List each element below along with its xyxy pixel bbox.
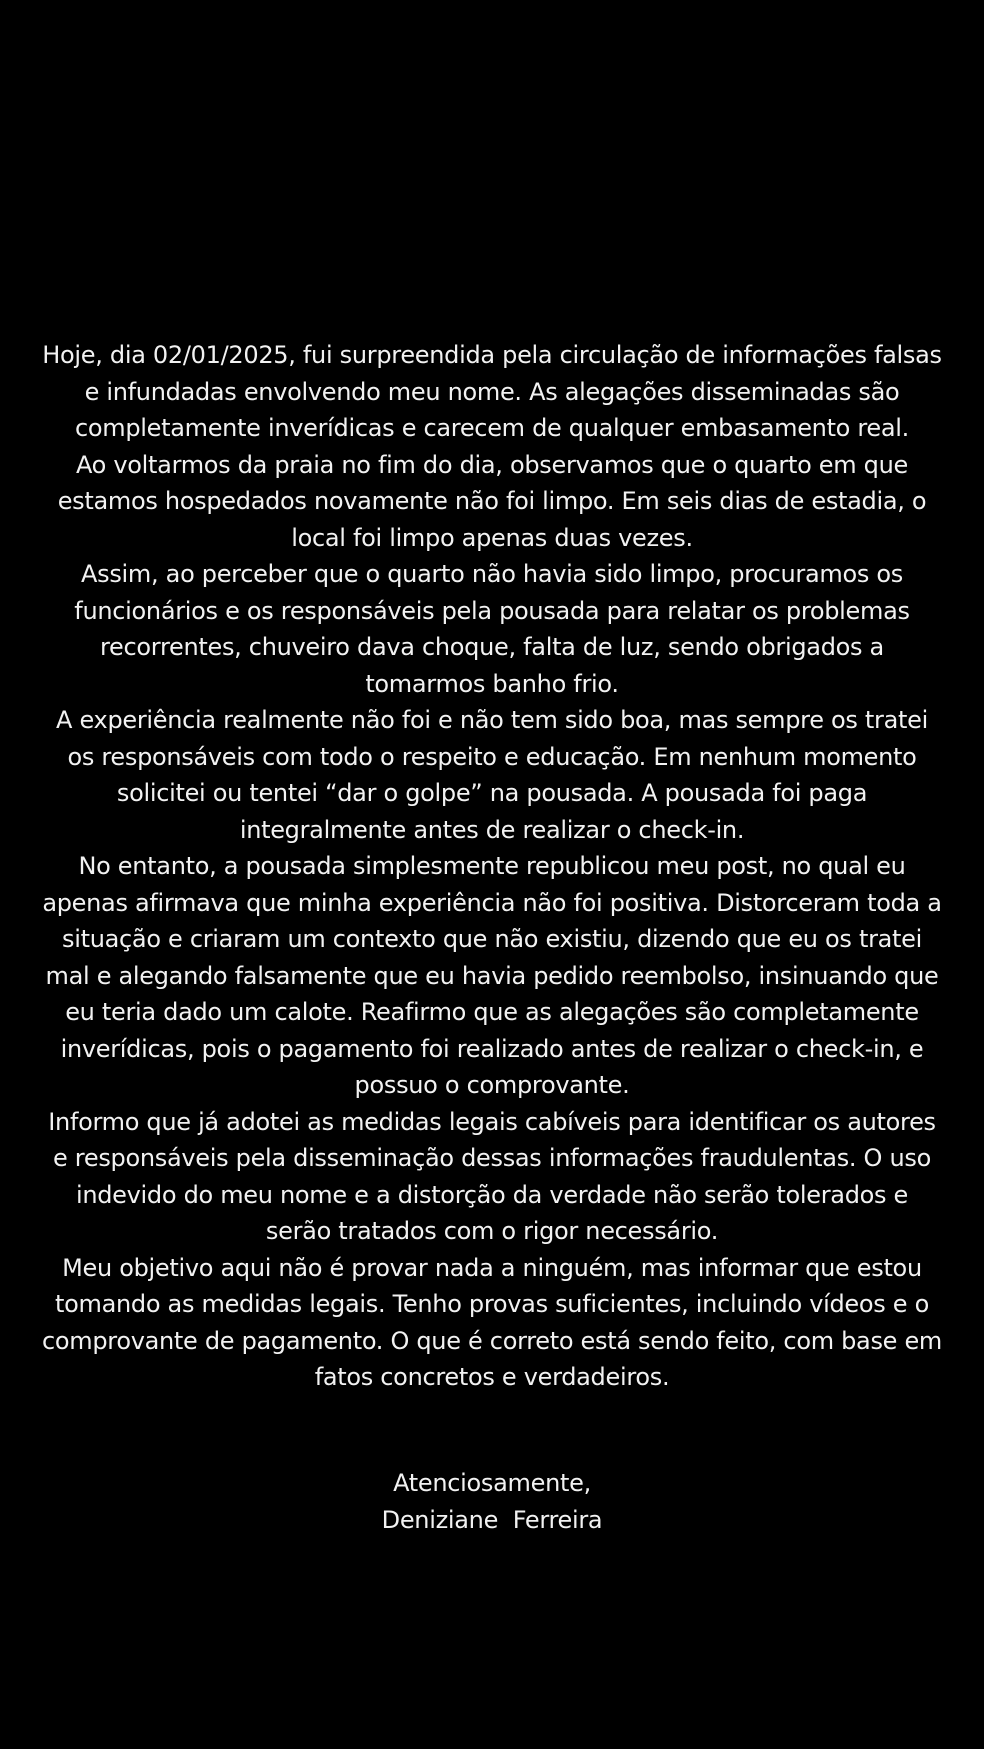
statement-paragraph-5: No entanto, a pousada simplesmente republicou meu post, no qual eu apenas afirmava que minha experiência não foi positiva. Distorceram toda a situação e criaram um contexto que não existiu, dizendo que eu os tratei mal e alegando falsamente que eu havia pedido reembolso, insinuando que eu teria dado um calote. Reafirmo que as alegações são completamente inverídicas, pois o pagamento foi realizado antes de realizar o check-in, e possuo o comprovante.: [42, 852, 942, 1099]
signoff: [0, 1465, 984, 1538]
statement-paragraph-1: Hoje, dia 02/01/2025, fui surpreendida pela circulação de informações falsas e infundadas envolvendo meu nome. As alegações disseminadas são completamente inverídicas e carecem de qualquer embasamento real.: [42, 341, 942, 442]
statement-paragraph-4: A experiência realmente não foi e não tem sido boa, mas sempre os tratei os responsáveis com todo o respeito e educação. Em nenhum momento solicitei ou tentei “dar o golpe” na pousada. A pousada foi paga integralmente antes de realizar o check-in.: [56, 706, 928, 844]
closing-line: Atenciosamente,: [393, 1469, 591, 1497]
statement-paragraph-2: Ao voltarmos da praia no fim do dia, observamos que o quarto em que estamos hospedados novamente não foi limpo. Em seis dias de estadia, o local foi limpo apenas duas vezes.: [57, 450, 927, 552]
signature-name: Deniziane Ferreira: [381, 1505, 603, 1534]
statement-paragraph-6: Informo que já adotei as medidas legais cabíveis para identificar os autores e responsáveis pela disseminação dessas informações fraudulentas. O uso indevido do meu nome e a distorção da verdade não serão tolerados e serão tratados com o rigor necessário.: [48, 1107, 936, 1245]
statement-body: [40, 337, 944, 1396]
statement-paragraph-3: Assim, ao perceber que o quarto não havia sido limpo, procuramos os funcionários e os responsáveis pela pousada para relatar os problemas recorrentes, chuveiro dava choque, falta de luz, sendo obrigados a tomarmos banho frio.: [74, 560, 910, 698]
statement-paragraph-7: Meu objetivo aqui não é provar nada a ninguém, mas informar que estou tomando as medidas legais. Tenho provas suficientes, incluindo vídeos e o comprovante de pagamento. O que é correto está sendo feito, com base em fatos concretos e verdadeiros.: [42, 1253, 942, 1391]
